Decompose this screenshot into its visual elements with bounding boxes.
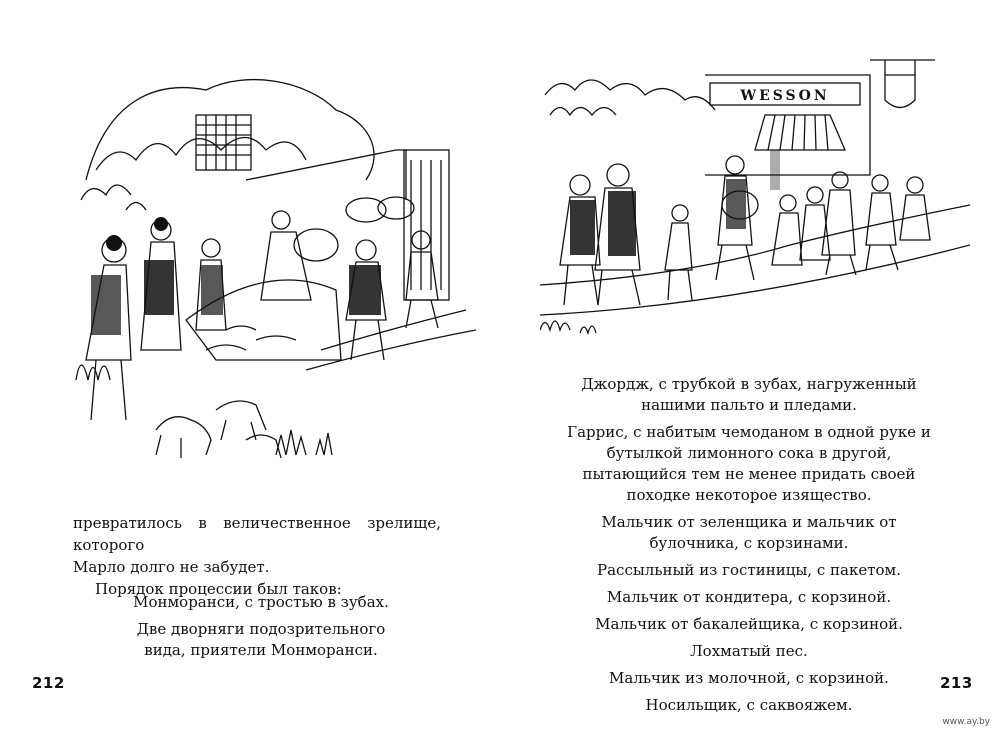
procession-list xyxy=(564,374,934,722)
illustration-procession-left xyxy=(66,60,476,470)
text-line: Порядок процессии был таков: xyxy=(95,580,342,598)
procession-list xyxy=(120,592,402,667)
procession-item: Лохматый пес. xyxy=(690,642,808,660)
procession-item: Мальчик от зеленщика и мальчик от булочника, с корзинами. xyxy=(601,513,897,552)
procession-item: Рассыльный из гостиницы, с пакетом. xyxy=(597,561,901,579)
procession-item: Носильщик, с саквояжем. xyxy=(645,696,853,714)
procession-item: Гаррис, с набитым чемоданом в одной руке и бутылкой лимонного сока в другой, пытающийся тем не менее придать своей походке некоторое изящество. xyxy=(567,423,931,504)
procession-item: Мальчик из молочной, с корзиной. xyxy=(609,669,889,687)
procession-item: Мальчик от бакалейщика, с корзиной. xyxy=(595,615,903,633)
procession-item: Мальчик от кондитера, с корзиной. xyxy=(606,588,892,606)
body-text xyxy=(73,512,441,600)
shop-sign-text: WESSON xyxy=(740,88,830,104)
procession-item: Джордж, с трубкой в зубах, нагруженный нашими пальто и пледами. xyxy=(581,375,917,414)
watermark: www.ay.by xyxy=(942,717,990,727)
right-page xyxy=(500,0,1000,731)
text-line: превратилось в величественное зрелище, которого xyxy=(73,514,441,554)
page-number: 212 xyxy=(32,674,65,692)
procession-item: Монморанси, с тростью в зубах. xyxy=(133,593,389,611)
page-number: 213 xyxy=(940,674,973,692)
procession-item: Две дворняги подозрительного вида, приятели Монморанси. xyxy=(136,620,386,659)
illustration-procession-right xyxy=(540,55,970,340)
text-line: Марло долго не забудет. xyxy=(73,558,270,576)
